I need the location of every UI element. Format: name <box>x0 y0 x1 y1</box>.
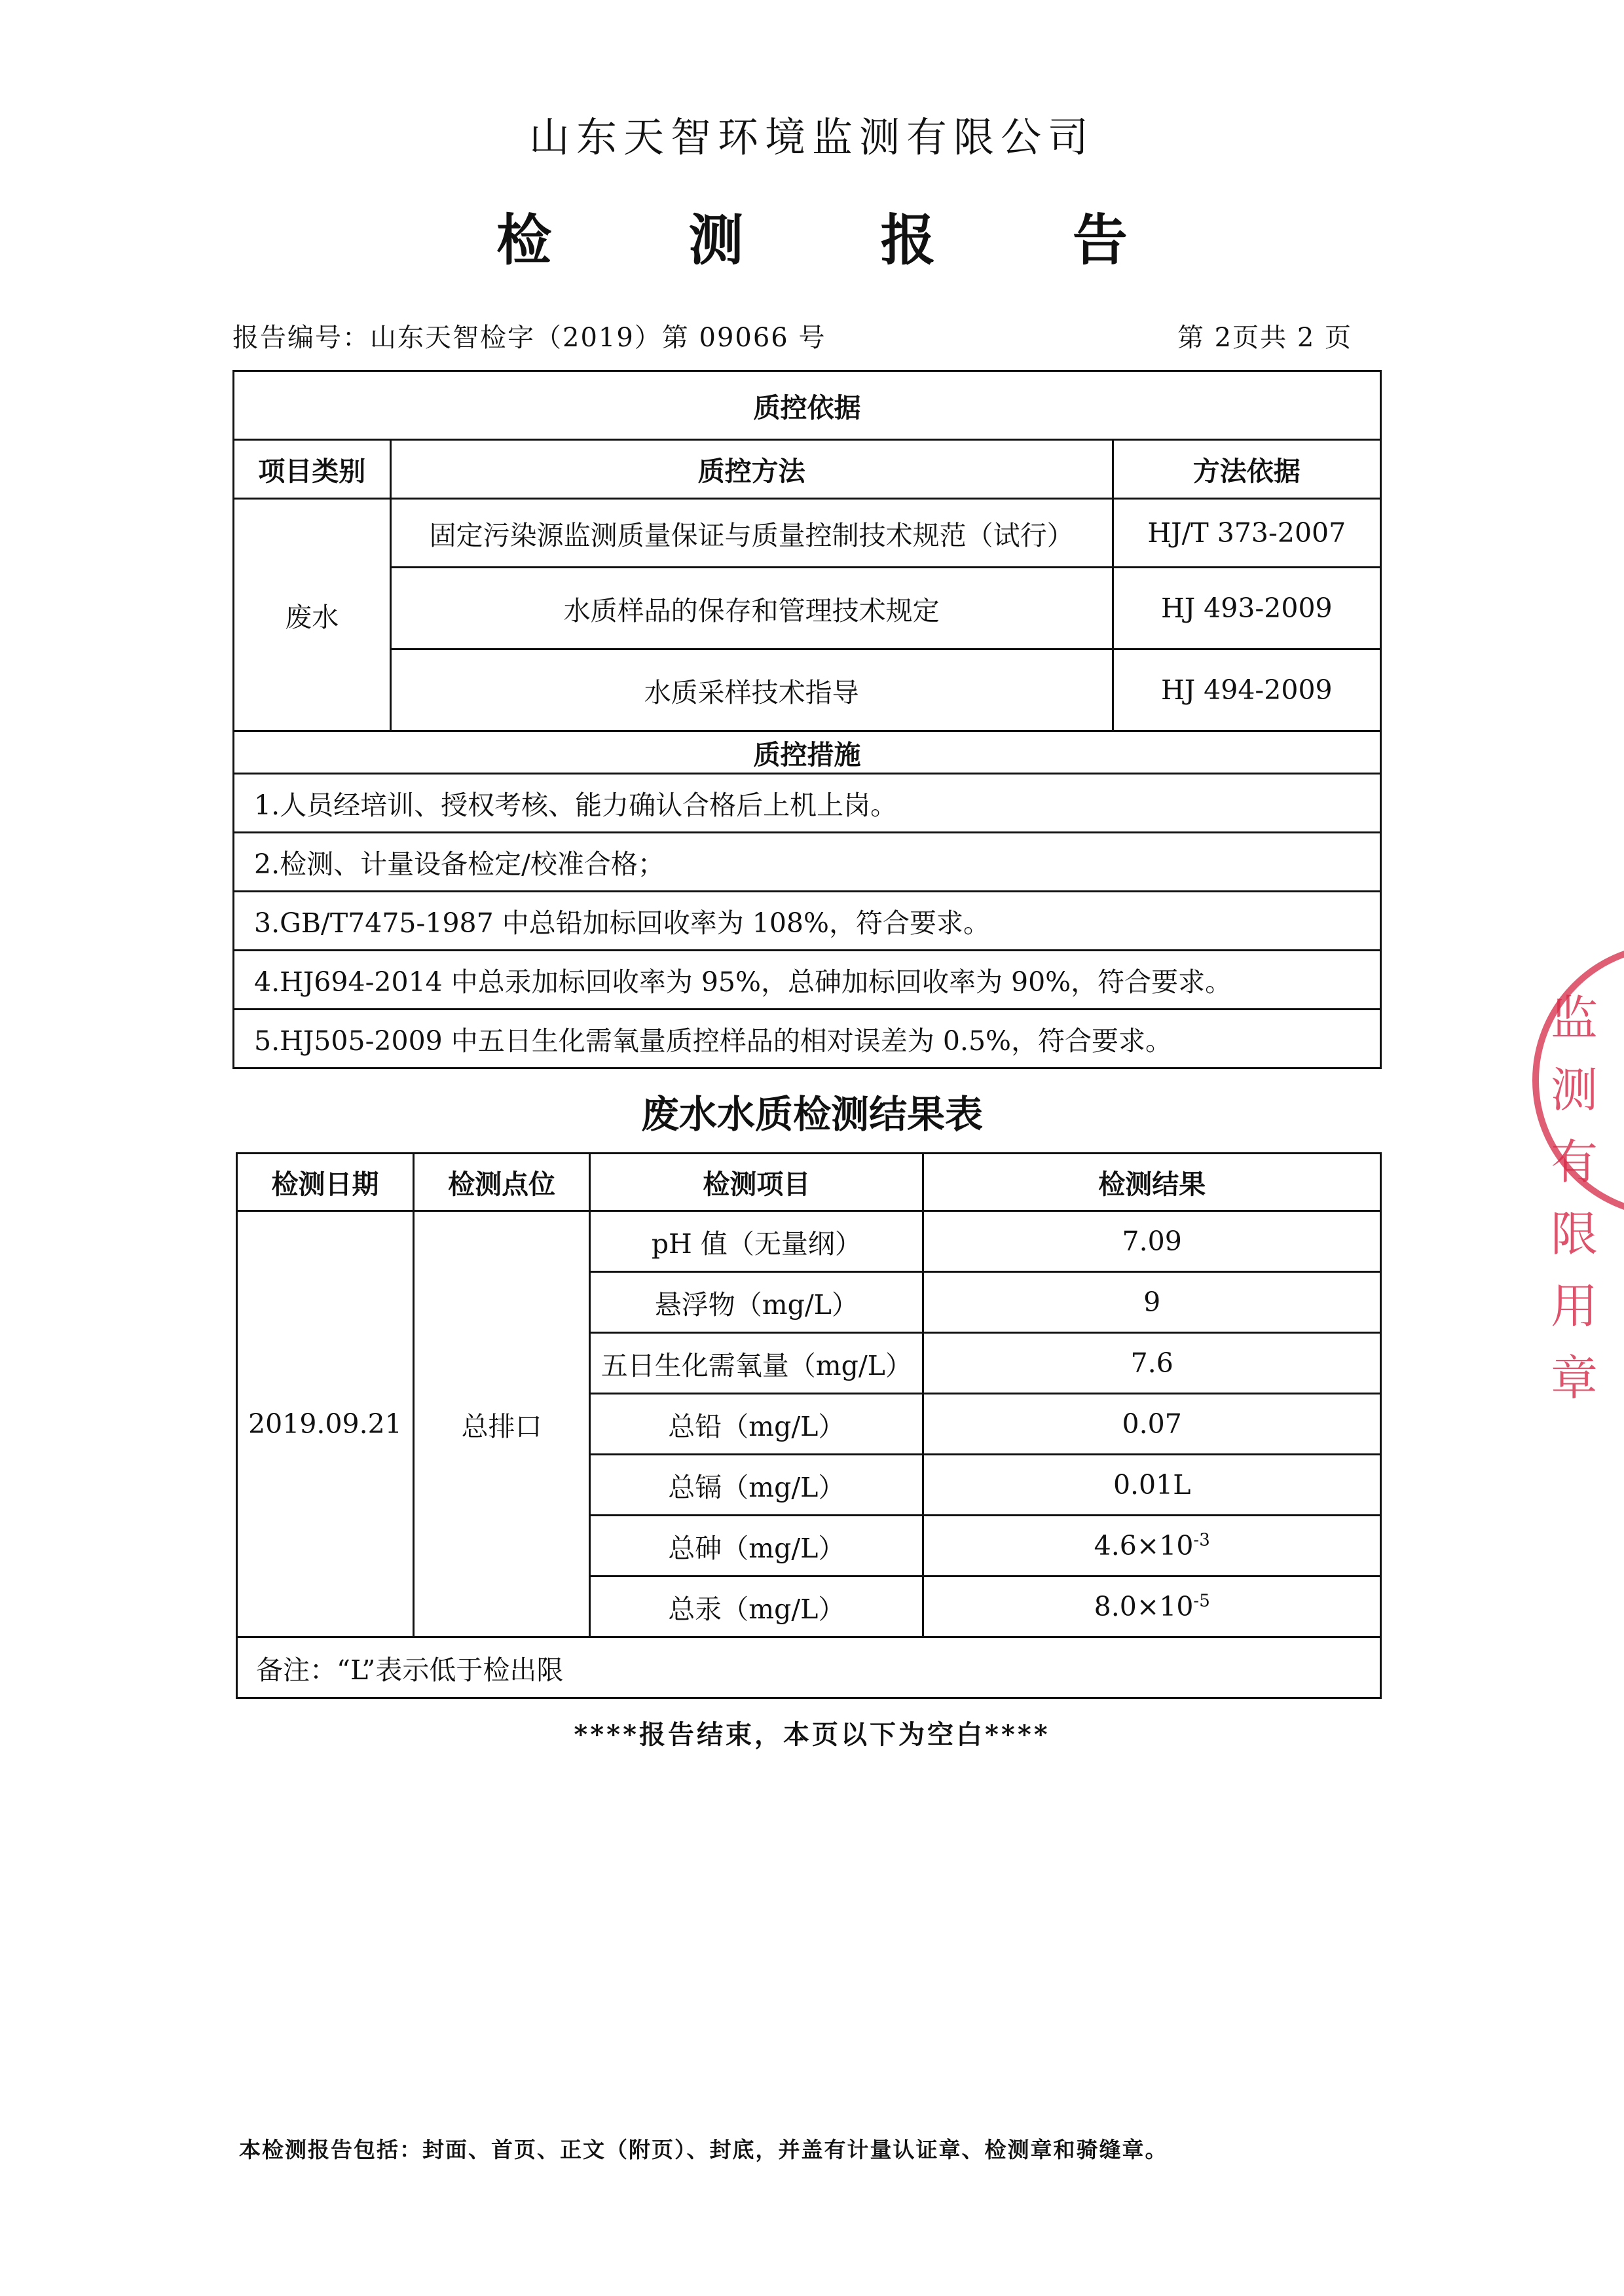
results-item: 悬浮物（mg/L） <box>590 1272 923 1333</box>
results-value: 7.09 <box>923 1211 1381 1272</box>
results-col-site: 检测点位 <box>413 1154 589 1211</box>
qc-basis: HJ 494-2009 <box>1113 649 1380 731</box>
qc-measure-item: 3.GB/T7475-1987 中总铅加标回收率为 108%，符合要求。 <box>234 892 1381 951</box>
qc-method: 水质样品的保存和管理技术规定 <box>390 568 1113 649</box>
results-item: 总汞（mg/L） <box>590 1576 923 1637</box>
results-value: 7.6 <box>923 1333 1381 1394</box>
results-value: 9 <box>923 1272 1381 1333</box>
table-row <box>237 1211 1381 1272</box>
results-value: $8.0\times 10^{-5}$ <box>923 1576 1381 1637</box>
results-title: 废水水质检测结果表 <box>640 1092 983 1137</box>
qc-category: 废水 <box>234 499 391 731</box>
results-col-item: 检测项目 <box>590 1154 923 1211</box>
results-table <box>236 1152 1382 1699</box>
company-name: 山东天智环境监测有限公司 <box>528 113 1095 161</box>
results-col-date: 检测日期 <box>237 1154 414 1211</box>
results-value: 0.01L <box>923 1455 1381 1516</box>
results-item: pH 值（无量纲） <box>590 1211 923 1272</box>
report-title: 检 测 报 告 <box>496 208 1187 272</box>
results-item: 总镉（mg/L） <box>590 1455 923 1516</box>
report-number: 报告编号：山东天智检字（2019）第 09066 号 <box>232 323 826 353</box>
results-value: 0.07 <box>923 1394 1381 1455</box>
qc-measure-item: 2.检测、计量设备检定/校准合格； <box>234 833 1381 892</box>
qc-col-method: 质控方法 <box>390 440 1113 499</box>
results-note: 备注：“L”表示低于检出限 <box>237 1637 1381 1698</box>
footer-note: 本检测报告包括：封面、首页、正文（附页）、封底，并盖有计量认证章、检测章和骑缝章。 <box>239 2137 1168 2162</box>
qc-measure-item: 1.人员经培训、授权考核、能力确认合格后上机上岗。 <box>234 774 1381 833</box>
results-item: 五日生化需氧量（mg/L） <box>590 1333 923 1394</box>
results-item: 总铅（mg/L） <box>590 1394 923 1455</box>
results-item: 总砷（mg/L） <box>590 1516 923 1576</box>
page-number: 第 2页共 2 页 <box>1177 323 1352 353</box>
results-site: 总排口 <box>413 1211 589 1637</box>
qc-basis: HJ 493-2009 <box>1113 568 1380 649</box>
qc-col-basis: 方法依据 <box>1113 440 1380 499</box>
results-date: 2019.09.21 <box>237 1211 414 1637</box>
qc-table <box>232 370 1382 1069</box>
qc-measure-item: 4.HJ694-2014 中总汞加标回收率为 95%，总砷加标回收率为 90%，符合要求。 <box>234 951 1381 1010</box>
qc-method: 水质采样技术指导 <box>390 649 1113 731</box>
seal-stamp-text: 监测有限用章 <box>1551 991 1598 1406</box>
qc-measures-title: 质控措施 <box>234 731 1381 774</box>
results-value: $4.6\times 10^{-3}$ <box>923 1516 1381 1576</box>
qc-method: 固定污染源监测质量保证与质量控制技术规范（试行） <box>390 499 1113 568</box>
qc-section-title: 质控依据 <box>234 371 1381 440</box>
qc-basis: HJ/T 373-2007 <box>1113 499 1380 568</box>
results-col-result: 检测结果 <box>923 1154 1381 1211</box>
qc-col-category: 项目类别 <box>234 440 391 499</box>
qc-measure-item: 5.HJ505-2009 中五日生化需氧量质控样品的相对误差为 0.5%，符合要求。 <box>234 1010 1381 1068</box>
end-of-report-mark: ****报告结束，本页以下为空白**** <box>574 1719 1050 1750</box>
